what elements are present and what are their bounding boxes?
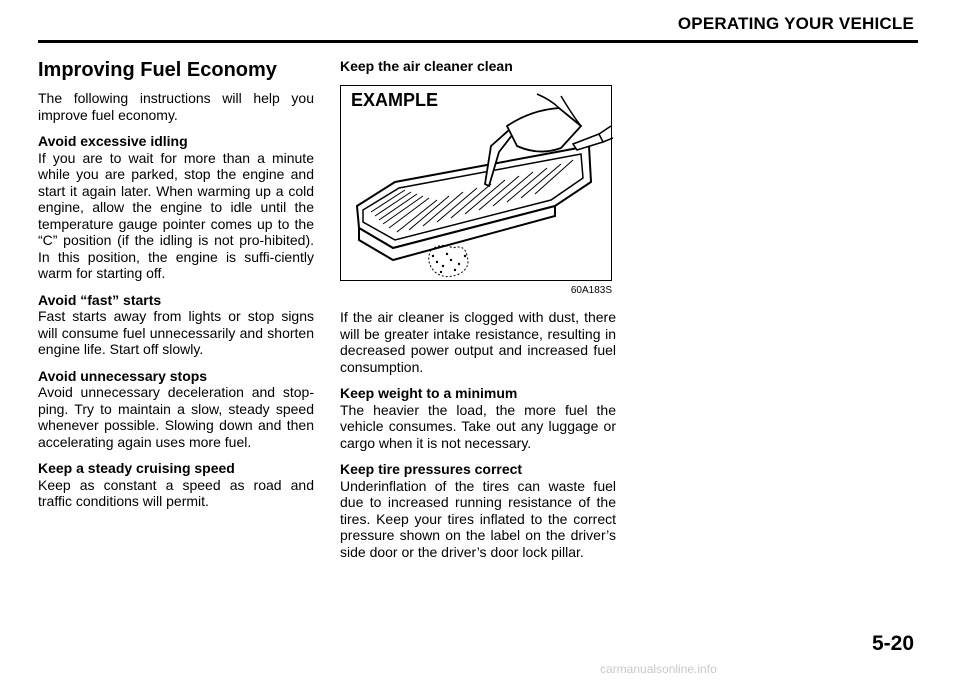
header-rule: [38, 40, 918, 43]
tip-tire-pressure: [340, 461, 616, 560]
air-cleaner-paragraph: [340, 309, 616, 375]
running-header: OPERATING YOUR VEHICLE: [677, 14, 914, 33]
tip-heading: Keep weight to a minimum: [340, 385, 518, 401]
air-cleaner-illustration: [341, 86, 613, 282]
tip-unnecessary-stops: [38, 368, 314, 451]
intro-text: The following instructions will help you improve fuel economy.: [38, 90, 314, 123]
tip-heading: Avoid unnecessary stops: [38, 367, 208, 384]
page-number: 5-20: [871, 632, 914, 655]
tip-body: Keep as constant a speed as road and traffic conditions will permit.: [38, 476, 314, 509]
tip-body: Underinflation of the tires can waste fuel due to increased running resistance of the tires. Keep your tires inflated to the correct pressure shown on the label on the driver’s side door or the driver’s door lock pillar.: [340, 477, 616, 560]
watermark: carmanualsonline.info: [600, 662, 717, 676]
tip-body: If you are to wait for more than a minute while you are parked, stop the engine and start it again later. When warming up a cold engine, allow the engine to idle until the temperature gauge pointer comes up to the “C” position (if the idling is not pro-hibited). In this position, the engine is suffi-ciently warm for starting off.: [38, 149, 314, 281]
tip-heading: Avoid excessive idling: [38, 133, 188, 149]
intro-paragraph: [38, 90, 314, 123]
figure-code: 60A183S: [570, 284, 612, 296]
left-column: [38, 54, 314, 520]
figure-label: EXAMPLE: [351, 89, 439, 110]
tip-body: If the air cleaner is clogged with dust, there will be greater intake resistance, resulting in decreased power output and increased fuel consumption.: [340, 309, 616, 375]
tip-body: Fast starts away from lights or stop signs will consume fuel unnecessarily and shorten engine life. Start off slowly.: [38, 308, 314, 357]
section-title: Improving Fuel Economy: [38, 59, 277, 81]
tip-cruising-speed: [38, 460, 314, 510]
figure-heading: Keep the air cleaner clean: [340, 58, 513, 74]
tip-heading: Avoid “fast” starts: [38, 291, 162, 308]
tip-body: The heavier the load, the more fuel the vehicle consumes. Take out any luggage or cargo when it is not necessary.: [340, 401, 616, 451]
tip-weight: [340, 385, 616, 451]
air-cleaner-figure: [340, 85, 612, 281]
right-column: [340, 54, 616, 570]
tip-fast-starts: [38, 292, 314, 358]
tip-heading: Keep tire pressures correct: [340, 461, 523, 477]
tip-heading: Keep a steady cruising speed: [38, 460, 235, 476]
tip-idling: [38, 133, 314, 282]
tip-body: Avoid unnecessary deceleration and stop-ping. Try to maintain a slow, steady speed whenever possible. Slowing down and then accelerating again uses more fuel.: [38, 384, 314, 450]
